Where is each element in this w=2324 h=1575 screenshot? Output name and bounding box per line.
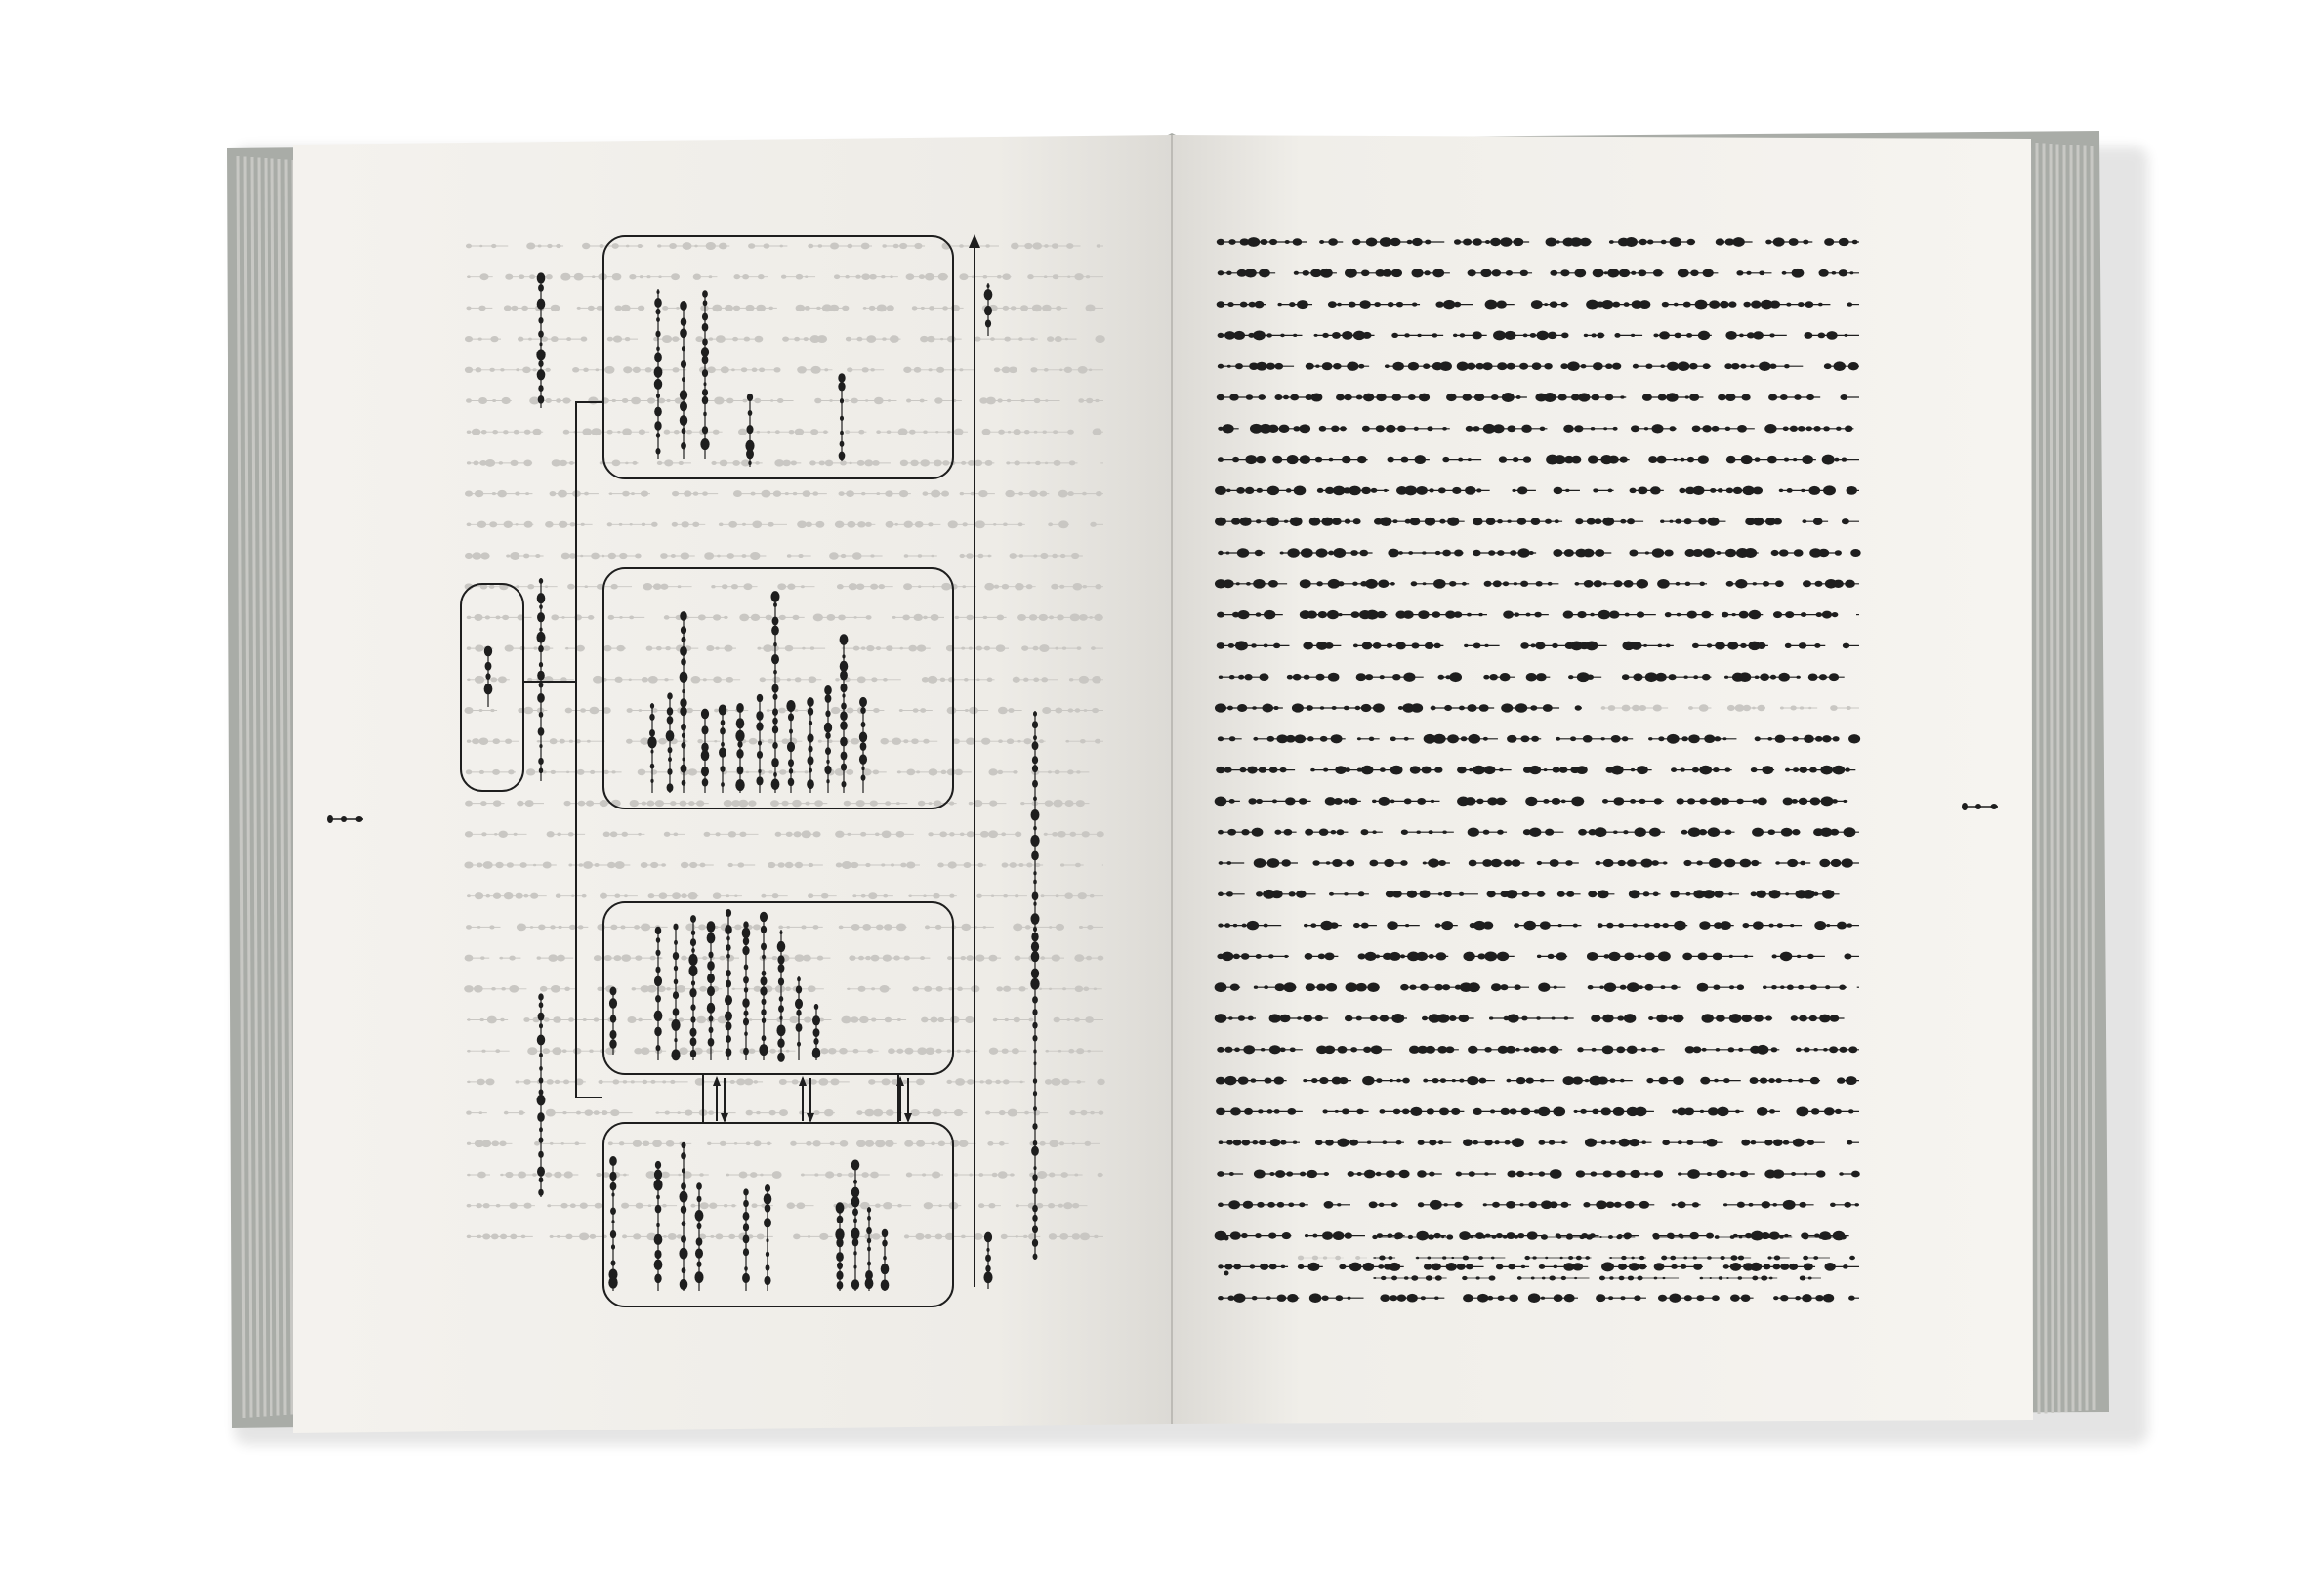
glyph-column (742, 1188, 750, 1291)
page-edges-right (2037, 143, 2094, 1414)
footnote-marker (1224, 1236, 1229, 1241)
footnote-marker (1224, 1271, 1229, 1276)
right-page (1172, 135, 2033, 1424)
